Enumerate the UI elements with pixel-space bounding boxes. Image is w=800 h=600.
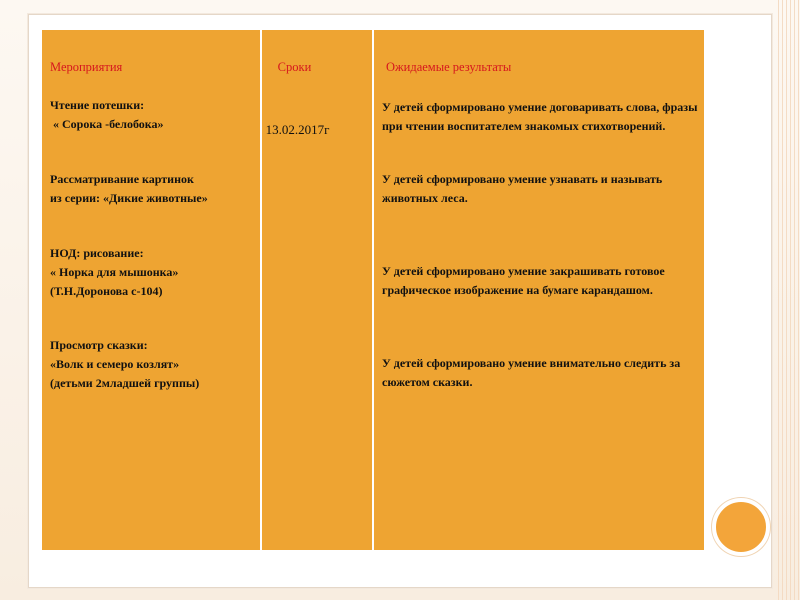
event-line: Просмотр сказки: xyxy=(50,338,148,352)
event-date: 13.02.2017г xyxy=(265,122,330,137)
event-line: Чтение потешки: xyxy=(50,98,145,112)
dates-column xyxy=(262,30,374,550)
plan-table xyxy=(40,28,706,552)
result-item: У детей сформировано умение узнавать и называть животных леса. xyxy=(382,172,663,205)
event-item xyxy=(50,336,199,393)
event-item xyxy=(50,96,164,134)
event-line: (Т.Н.Доронова с-104) xyxy=(50,284,163,298)
event-line: (детьми 2младшей группы) xyxy=(50,376,200,390)
dates-header: Сроки xyxy=(277,60,312,74)
event-line: Рассматривание картинок xyxy=(50,172,194,186)
event-line: НОД: рисование: xyxy=(50,246,144,260)
events-header: Мероприятия xyxy=(50,60,123,74)
event-line: «Волк и семеро козлят» xyxy=(50,357,180,371)
result-item: У детей сформировано умение внимательно следить за сюжетом сказки. xyxy=(382,356,681,389)
results-header: Ожидаемые результаты xyxy=(386,60,512,74)
decorative-stripes xyxy=(778,0,800,600)
decorative-circle xyxy=(712,498,770,556)
result-item: У детей сформировано умение закрашивать готовое графическое изображение на бумаге карандашом. xyxy=(382,264,665,297)
result-item: У детей сформировано умение договаривать слова, фразы при чтении воспитателем знакомых стихотворений. xyxy=(382,100,698,133)
event-item xyxy=(50,244,178,301)
event-item xyxy=(50,170,208,208)
event-line: « Сорока -белобока» xyxy=(50,117,164,131)
event-line: из серии: «Дикие животные» xyxy=(50,191,208,205)
events-column xyxy=(42,30,262,550)
event-line: « Норка для мышонка» xyxy=(50,265,179,279)
results-column xyxy=(374,30,704,550)
